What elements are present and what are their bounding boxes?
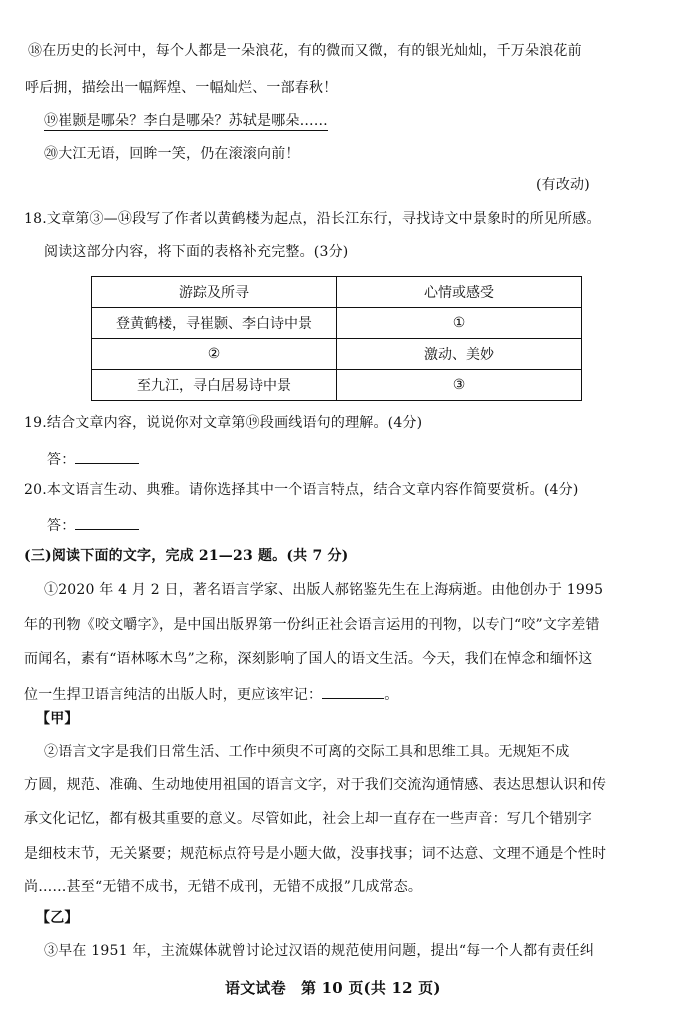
question-18-line-1: 18.文章第③—⑭段写了作者以黄鹤楼为起点，沿长江东行，寻找诗文中景象时的所见所感。: [24, 211, 601, 227]
section-3-paragraph-3-line-1: ③早在 1951 年，主流媒体就曾讨论过汉语的规范使用问题，提出“每一个人都有责任纠: [44, 943, 595, 959]
question-18-line-2: 阅读这部分内容，将下面的表格补充完整。(3分): [44, 244, 349, 260]
section-3-heading: (三)阅读下面的文字，完成 21—23 题。(共 7 分): [24, 548, 349, 564]
table-cell: 激动、美妙: [337, 339, 582, 370]
section-3-paragraph-2-line-3: 承文化记忆，都有极其重要的意义。尽管如此，社会上却一直存在一些声音：写几个错别字: [24, 811, 592, 827]
question-20: 20.本文语言生动、典雅。请你选择其中一个语言特点，结合文章内容作简要赏析。(4分): [24, 482, 579, 498]
table-header-cell: 心情或感受: [337, 277, 582, 308]
section-3-paragraph-2-line-4: 是细枝末节，无关紧要；规范标点符号是小题大做，没事找事；词不达意、文理不通是个性时: [24, 846, 607, 862]
section-3-paragraph-2-line-5: 尚……甚至“无错不成书，无错不成刊，无错不成报”几成常态。: [24, 879, 423, 895]
section-3-paragraph-1-line-4: [24, 684, 398, 704]
answer-blank[interactable]: [75, 449, 139, 464]
question-19: 19.结合文章内容，说说你对文章第⑲段画线语句的理解。(4分): [24, 415, 423, 431]
travel-feelings-table: [91, 276, 582, 401]
table-cell: 至九江，寻白居易诗中景: [92, 370, 337, 401]
section-3-paragraph-2-line-2: 方圆，规范、准确、生动地使用祖国的语言文字，对于我们交流沟通情感、表达思想认识和传: [24, 777, 607, 793]
paragraph-18-line-1: ⑱在历史的长河中，每个人都是一朵浪花，有的微而又微，有的银光灿灿，千万朵浪花前: [28, 43, 582, 59]
page-footer: 语文试卷 第 10 页(共 12 页): [225, 979, 441, 997]
paragraph-20: ⑳大江无语，回眸一笑，仍在滚滚向前！: [44, 146, 300, 162]
paragraph-1-end-mark: 。: [384, 687, 399, 703]
paragraph-18-line-2: 呼后拥，描绘出一幅辉煌、一幅灿烂、一部春秋！: [25, 80, 338, 96]
paragraph-19: [44, 112, 328, 130]
section-3-paragraph-1-line-3: 而闻名，素有“语林啄木鸟”之称，深刻影响了国人的语文生活。今天，我们在悼念和缅怀这: [24, 651, 593, 667]
section-3-paragraph-2-line-1: ②语言文字是我们日常生活、工作中须臾不可离的交际工具和思维工具。无规矩不成: [44, 744, 570, 760]
question-20-answer: [47, 515, 139, 535]
table-cell: ②: [92, 339, 337, 370]
table-row: [92, 308, 582, 339]
section-3-paragraph-1-line-2: 年的刊物《咬文嚼字》，是中国出版界第一份纠正社会语言运用的刊物，以专门“咬”文字差错: [24, 617, 600, 633]
label-jia: 【甲】: [36, 711, 79, 727]
label-yi: 【乙】: [36, 910, 79, 926]
question-19-answer: [47, 449, 139, 469]
answer-label: 答：: [47, 452, 76, 468]
table-row: [92, 339, 582, 370]
table-cell: 登黄鹤楼，寻崔颢、李白诗中景: [92, 308, 337, 339]
table-row: [92, 370, 582, 401]
fill-in-blank[interactable]: [322, 684, 384, 699]
paragraph-1-line-4-text: 位一生捍卫语言纯洁的出版人时，更应该牢记：: [24, 687, 323, 703]
table-header-row: [92, 277, 582, 308]
answer-label: 答：: [47, 518, 76, 534]
answer-blank[interactable]: [75, 515, 139, 530]
section-3-paragraph-1-line-1: ①2020 年 4 月 2 日，著名语言学家、出版人郝铭鉴先生在上海病逝。由他创办于 1995: [44, 582, 604, 598]
table-cell: ③: [337, 370, 582, 401]
table-header-cell: 游踪及所寻: [92, 277, 337, 308]
paragraph-19-underlined-text: ⑲崔颢是哪朵？李白是哪朵？苏轼是哪朵……: [44, 113, 328, 129]
source-note: (有改动): [536, 177, 590, 193]
table-cell: ①: [337, 308, 582, 339]
